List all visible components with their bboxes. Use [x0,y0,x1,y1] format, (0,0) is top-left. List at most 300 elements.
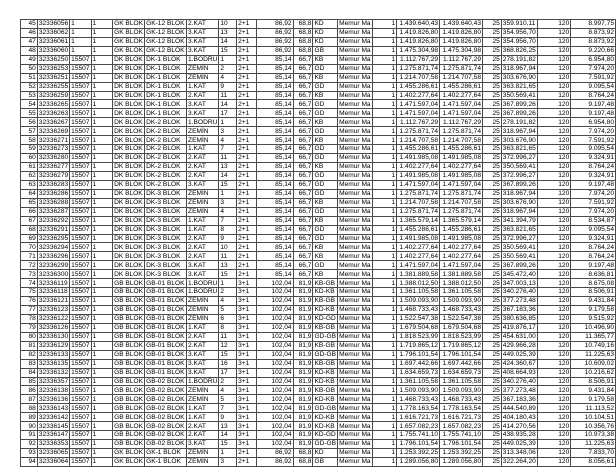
cell-sheet-no[interactable]: 1 [91,145,113,154]
cell-unit-id[interactable]: 32336273 [38,145,69,153]
cell-monthly-installment[interactable]: 7.591,92 [571,198,616,207]
cell-installments[interactable]: 120 [537,314,570,323]
cell-price[interactable]: 1.419.826,80 [397,28,440,37]
cell-installments[interactable]: 120 [537,73,570,82]
cell-installments[interactable]: 120 [537,368,570,377]
cell-monthly-installment[interactable]: 11.365,77 [571,332,616,341]
cell-installments[interactable]: 120 [537,279,570,288]
cell-count[interactable]: 1 [372,323,397,332]
cell-room-type[interactable]: 3+1 [237,422,257,431]
cell-block-group[interactable]: DK BLOK [114,91,143,99]
cell-door-no[interactable]: 9 [219,234,237,243]
cell-down-payment-pct[interactable]: 25 [483,431,502,440]
cell-total-price[interactable]: 1.253.392,25 [440,449,483,458]
cell-count[interactable]: 1 [372,431,397,440]
cell-block-group[interactable]: GB BLOK [114,431,144,439]
cell-price[interactable]: 1.214.707,58 [397,73,440,82]
cell-gross-area[interactable]: 102,04 [256,288,293,297]
cell-price[interactable]: 1.365.579,14 [397,216,440,225]
cell-row-number[interactable]: 89 [21,413,38,422]
cell-unit-id[interactable]: 32336060 [38,47,69,55]
cell-down-payment-pct[interactable]: 25 [483,189,502,198]
cell-monthly-installment[interactable]: 8.764,24 [571,163,616,172]
cell-row-number[interactable]: 67 [21,216,38,225]
cell-net-area[interactable]: 81,9 [293,413,313,422]
cell-facade[interactable]: KB [313,136,338,145]
cell-buyer-type[interactable]: Memur Ma [339,136,371,144]
cell-unit-id[interactable]: 32336263 [38,109,69,117]
cell-price[interactable]: 1.402.277,64 [397,91,440,100]
cell-facade[interactable]: KD [313,449,338,458]
cell-sheet-no[interactable]: 1 [91,279,113,288]
cell-door-no[interactable]: 2 [219,288,237,297]
cell-buyer-type[interactable]: Memur Ma [339,100,371,108]
cell-installments[interactable]: 120 [537,136,570,145]
cell-block-group[interactable]: DK BLOK [114,243,143,251]
cell-block-group[interactable]: DK BLOK [114,208,143,216]
cell-parcel-no[interactable]: 1 [70,28,91,37]
cell-floor[interactable]: 2.KAT [187,171,219,180]
cell-row-number[interactable]: 66 [21,207,38,216]
cell-total-price[interactable]: 1.471.597,04 [440,109,483,118]
cell-count[interactable]: 1 [372,395,397,404]
cell-gross-area[interactable]: 85,14 [256,207,293,216]
cell-monthly-installment[interactable]: 7.591,92 [571,136,616,145]
cell-floor[interactable]: 3.KAT [187,109,219,118]
cell-facade[interactable]: KB [313,55,338,64]
cell-monthly-installment[interactable]: 8.873,92 [571,37,616,46]
cell-installments[interactable]: 120 [537,332,570,341]
cell-room-type[interactable]: 2+1 [237,180,257,189]
cell-door-no[interactable]: 17 [219,109,237,118]
cell-parcel-no[interactable]: 15507 [71,172,90,180]
cell-total-price[interactable]: 1.697.442,66 [440,359,483,368]
cell-sheet-no[interactable]: 1 [91,46,113,55]
cell-facade[interactable]: KB-GB [313,341,338,350]
cell-unit-id[interactable]: 32336121 [38,297,69,305]
cell-gross-area[interactable]: 102,04 [256,279,293,288]
cell-down-payment[interactable]: 303.676,90 [502,199,536,207]
cell-block-group[interactable]: DK BLOK [114,145,143,153]
cell-unit-id[interactable]: 32336279 [38,172,69,180]
cell-block-name[interactable]: DK-3 BLOK [145,234,187,243]
cell-down-payment[interactable]: 377.273,48 [502,386,536,394]
cell-sheet-no[interactable]: 1 [91,189,113,198]
cell-block-name[interactable]: GB-01 BLOK [146,333,185,341]
cell-facade[interactable]: GD [313,207,338,216]
cell-down-payment[interactable]: 367.183,36 [502,306,536,314]
cell-facade[interactable]: KD-GD [314,431,336,439]
cell-block-name[interactable]: GK-12 BLOK [146,47,185,55]
cell-floor[interactable]: 3.KAT [187,440,219,449]
cell-facade[interactable]: KB [313,91,338,100]
cell-net-area[interactable]: 66,7 [293,145,313,154]
cell-down-payment[interactable]: 322.264,20 [502,458,536,466]
cell-installments[interactable]: 120 [537,243,570,252]
cell-total-price[interactable]: 1.471.597,04 [440,180,483,189]
cell-net-area[interactable]: 81,9 [293,422,313,431]
cell-down-payment-pct[interactable]: 25 [483,457,502,466]
cell-door-no[interactable]: 16 [219,359,237,368]
cell-facade[interactable]: KD-GD [314,315,336,323]
cell-total-price[interactable]: 1.361.105,58 [440,288,483,297]
cell-room-type[interactable]: 2+1 [237,73,257,82]
cell-down-payment[interactable]: 318.967,94 [502,208,536,216]
cell-net-area[interactable]: 81,9 [293,395,313,404]
cell-floor[interactable]: ZEMİN [187,306,219,315]
cell-buyer-type[interactable]: Memur Ma [339,216,371,224]
cell-door-no[interactable]: 4 [219,136,237,145]
cell-room-type[interactable]: 2+1 [237,207,257,216]
cell-floor[interactable]: ZEMİN [187,136,219,145]
cell-buyer-type[interactable]: Memur Ma [339,243,371,251]
cell-block-name[interactable]: GB-01 BLOK [146,359,185,367]
cell-door-no[interactable]: 14 [219,171,237,180]
cell-row-number[interactable]: 88 [21,404,38,413]
cell-row-number[interactable]: 92 [21,440,38,449]
cell-down-payment[interactable]: 303.676,90 [502,136,536,144]
cell-row-number[interactable]: 62 [21,171,38,180]
cell-down-payment[interactable]: 278.191,82 [502,118,536,126]
cell-count[interactable]: 1 [372,73,397,82]
cell-unit-id[interactable]: 32336296 [38,252,69,260]
cell-sheet-no[interactable]: 1 [91,332,113,341]
cell-price[interactable]: 1.634.659,73 [397,368,440,377]
cell-installments[interactable]: 120 [537,377,570,386]
cell-total-price[interactable]: 1.468.733,43 [440,395,483,404]
cell-count[interactable]: 1 [372,306,397,315]
cell-row-number[interactable]: 74 [21,279,38,288]
cell-sheet-no[interactable]: 1 [91,243,113,252]
cell-room-type[interactable]: 3+1 [237,306,257,315]
cell-total-price[interactable]: 1.419.826,80 [440,28,483,37]
cell-row-number[interactable]: 65 [21,198,38,207]
cell-price[interactable]: 1.471.597,04 [397,109,440,118]
cell-row-number[interactable]: 49 [21,55,38,64]
cell-parcel-no[interactable]: 15507 [71,145,90,153]
cell-facade[interactable]: KB [313,73,338,82]
cell-block-group[interactable]: DK BLOK [114,65,143,73]
cell-block-name[interactable]: DK-3 BLOK [145,225,187,234]
cell-price[interactable]: 1.468.733,43 [397,306,440,315]
cell-price[interactable]: 1.112.767,29 [397,118,440,127]
cell-down-payment-pct[interactable]: 25 [483,341,502,350]
cell-net-area[interactable]: 81,9 [293,288,313,297]
cell-monthly-installment[interactable]: 9.197,48 [571,100,616,109]
cell-buyer-type[interactable]: Memur Ma [339,56,371,64]
cell-facade[interactable]: KD-KB [313,306,338,315]
cell-block-group[interactable]: DK BLOK [114,252,143,260]
cell-door-no[interactable]: 8 [219,225,237,234]
cell-installments[interactable]: 120 [537,457,570,466]
cell-block-group[interactable]: GB BLOK [114,368,144,376]
cell-net-area[interactable]: 66,7 [293,180,313,189]
cell-down-payment-pct[interactable]: 25 [483,422,502,431]
cell-facade[interactable]: GD [313,145,338,154]
cell-buyer-type[interactable]: Memur Ma [339,449,371,457]
cell-net-area[interactable]: 66,7 [293,109,313,118]
cell-block-group[interactable]: DK BLOK [114,154,143,162]
cell-parcel-no[interactable]: 15507 [71,136,90,144]
cell-unit-id[interactable]: 32336271 [38,136,69,144]
cell-floor[interactable]: 2.KAT [187,163,219,172]
cell-down-payment[interactable]: 345.472,40 [502,270,536,278]
cell-row-number[interactable]: 61 [21,163,38,172]
cell-facade[interactable]: KD-KB [313,395,338,404]
cell-monthly-installment[interactable]: 8.764,24 [571,252,616,261]
cell-sheet-no[interactable]: 1 [91,216,113,225]
cell-door-no[interactable]: 4 [219,386,237,395]
cell-block-name[interactable]: GB-01 BLOK [146,315,185,323]
cell-unit-id[interactable]: 32336122 [38,315,69,323]
cell-count[interactable]: 1 [372,20,397,29]
cell-unit-id[interactable]: 32336277 [38,163,69,171]
cell-sheet-no[interactable]: 1 [91,395,113,404]
cell-facade[interactable]: KD [313,20,338,29]
cell-down-payment[interactable]: 367.899,26 [502,109,536,117]
cell-count[interactable]: 1 [372,154,397,163]
cell-count[interactable]: 1 [372,386,397,395]
cell-buyer-type[interactable]: Memur Ma [339,154,371,162]
cell-down-payment[interactable]: 359.910,11 [502,20,536,28]
cell-gross-area[interactable]: 102,04 [256,306,293,315]
cell-door-no[interactable]: 3 [219,127,237,136]
cell-monthly-installment[interactable]: 7.833,70 [571,449,616,458]
cell-block-name[interactable]: GK-12 BLOK [146,38,185,46]
cell-facade[interactable]: GD-GB [314,351,337,359]
cell-row-number[interactable]: 78 [21,314,38,323]
cell-count[interactable]: 1 [372,207,397,216]
cell-row-number[interactable]: 73 [21,270,38,279]
cell-total-price[interactable]: 1.289.056,80 [440,457,483,466]
cell-block-group[interactable]: GB BLOK [114,279,144,287]
cell-buyer-type[interactable]: Memur Ma [339,306,371,314]
cell-installments[interactable]: 120 [537,82,570,91]
cell-count[interactable]: 1 [372,216,397,225]
cell-room-type[interactable]: 3+1 [237,377,257,386]
cell-block-name[interactable]: GB-02 BLOK [146,377,185,385]
cell-sheet-no[interactable]: 1 [91,234,113,243]
cell-sheet-no[interactable]: 1 [91,136,113,145]
cell-down-payment[interactable]: 377.273,48 [502,297,536,305]
cell-unit-id[interactable]: 32336286 [38,190,69,198]
cell-unit-id[interactable]: 32336267 [38,118,69,126]
cell-block-group[interactable]: DK BLOK [114,199,143,207]
cell-sheet-no[interactable]: 1 [91,252,113,261]
cell-gross-area[interactable]: 102,04 [256,377,293,386]
cell-count[interactable]: 1 [372,341,397,350]
cell-count[interactable]: 1 [372,91,397,100]
cell-total-price[interactable]: 1.419.826,80 [440,37,483,46]
cell-down-payment-pct[interactable]: 25 [483,37,502,46]
cell-parcel-no[interactable]: 15507 [71,315,90,323]
cell-gross-area[interactable]: 86,92 [256,28,293,37]
cell-total-price[interactable]: 1.275.871,74 [440,189,483,198]
cell-net-area[interactable]: 66,7 [293,216,313,225]
cell-parcel-no[interactable]: 15507 [71,404,90,412]
cell-row-number[interactable]: 91 [21,431,38,440]
cell-gross-area[interactable]: 85,14 [256,145,293,154]
cell-floor[interactable]: 3.KAT [187,180,219,189]
cell-block-name[interactable]: DK-2 BLOK [145,163,187,172]
cell-down-payment-pct[interactable]: 25 [483,261,502,270]
cell-block-name[interactable]: DK-1 BLOK [145,91,187,100]
cell-down-payment-pct[interactable]: 25 [483,82,502,91]
cell-parcel-no[interactable]: 15507 [71,181,90,189]
cell-door-no[interactable]: 7 [219,404,237,413]
cell-count[interactable]: 1 [372,145,397,154]
cell-monthly-installment[interactable]: 9.095,54 [571,225,616,234]
cell-buyer-type[interactable]: Memur Ma [339,29,371,37]
cell-block-group[interactable]: DK BLOK [114,73,143,81]
cell-net-area[interactable]: 81,9 [293,440,313,449]
cell-net-area[interactable]: 66,7 [293,100,313,109]
cell-installments[interactable]: 120 [537,180,570,189]
cell-installments[interactable]: 120 [537,288,570,297]
cell-price[interactable]: 1.253.392,25 [397,449,440,458]
cell-parcel-no[interactable]: 15507 [71,359,90,367]
cell-block-name[interactable]: GB-02 BLOK [146,440,185,448]
cell-facade[interactable]: KB [313,163,338,172]
cell-unit-id[interactable]: 32336129 [38,342,69,350]
cell-facade[interactable]: GD [313,82,338,91]
cell-price[interactable]: 1.697.442,66 [397,359,440,368]
cell-total-price[interactable]: 1.112.767,29 [440,55,483,64]
cell-block-group[interactable]: GB BLOK [114,288,144,296]
cell-down-payment[interactable]: 372.996,27 [502,154,536,162]
cell-parcel-no[interactable]: 15507 [71,297,90,305]
cell-floor[interactable]: 1.KAT [187,413,219,422]
cell-down-payment[interactable]: 363.821,65 [502,82,536,90]
cell-total-price[interactable]: 1.796.101,54 [440,440,483,449]
cell-down-payment-pct[interactable]: 25 [483,127,502,136]
cell-gross-area[interactable]: 85,14 [256,64,293,73]
cell-floor[interactable]: 3.KAT [187,270,219,279]
cell-down-payment[interactable]: 347.003,13 [502,279,536,287]
cell-row-number[interactable]: 75 [21,288,38,297]
cell-door-no[interactable]: 6 [219,314,237,323]
cell-monthly-installment[interactable]: 9.179,58 [571,306,616,315]
cell-down-payment-pct[interactable]: 25 [483,413,502,422]
cell-count[interactable]: 1 [372,82,397,91]
cell-buyer-type[interactable]: Memur Ma [339,252,371,260]
cell-parcel-no[interactable]: 15507 [71,73,90,81]
cell-room-type[interactable]: 3+1 [237,395,257,404]
cell-gross-area[interactable]: 102,04 [256,359,293,368]
cell-down-payment[interactable]: 408.664,93 [502,368,536,376]
cell-installments[interactable]: 120 [537,270,570,279]
cell-net-area[interactable]: 66,7 [293,243,313,252]
cell-door-no[interactable]: 11 [219,91,237,100]
cell-door-no[interactable]: 14 [219,100,237,109]
cell-buyer-type[interactable]: Memur Ma [339,91,371,99]
cell-monthly-installment[interactable]: 10.609,02 [571,359,616,368]
cell-monthly-installment[interactable]: 10.356,76 [571,422,616,431]
cell-facade[interactable]: GD [313,234,338,243]
cell-total-price[interactable]: 1.361.105,58 [440,377,483,386]
cell-installments[interactable]: 120 [537,359,570,368]
cell-monthly-installment[interactable]: 9.324,91 [571,234,616,243]
cell-sheet-no[interactable]: 1 [91,449,113,458]
cell-facade[interactable]: KB [313,118,338,127]
cell-door-no[interactable]: 15 [219,440,237,449]
cell-room-type[interactable]: 2+1 [237,163,257,172]
cell-down-payment-pct[interactable]: 25 [483,100,502,109]
cell-gross-area[interactable]: 102,04 [256,323,293,332]
cell-room-type[interactable]: 3+1 [237,314,257,323]
cell-row-number[interactable]: 50 [21,64,38,73]
cell-gross-area[interactable]: 102,04 [256,431,293,440]
cell-monthly-installment[interactable]: 7.974,20 [571,207,616,216]
cell-sheet-no[interactable]: 1 [91,422,113,431]
cell-floor[interactable]: 2.KAT [187,252,219,261]
cell-down-payment-pct[interactable]: 25 [483,109,502,118]
cell-down-payment[interactable]: 350.569,41 [502,243,536,251]
cell-unit-id[interactable]: 32336065 [38,449,69,457]
cell-down-payment-pct[interactable]: 25 [483,314,502,323]
cell-installments[interactable]: 120 [537,449,570,458]
cell-gross-area[interactable]: 85,14 [256,136,293,145]
cell-down-payment[interactable]: 341.394,79 [502,216,536,224]
cell-unit-id[interactable]: 32336062 [38,29,69,37]
cell-room-type[interactable]: 2+1 [237,127,257,136]
cell-buyer-type[interactable]: Memur Ma [339,234,371,242]
cell-total-price[interactable]: 1.275.871,74 [440,127,483,136]
cell-floor[interactable]: ZEMİN [187,386,219,395]
cell-row-number[interactable]: 53 [21,91,38,100]
cell-floor[interactable]: ZEMİN [187,64,219,73]
cell-block-group[interactable]: DK BLOK [114,261,143,269]
cell-net-area[interactable]: 81,9 [293,314,313,323]
cell-parcel-no[interactable]: 15507 [71,225,90,233]
cell-room-type[interactable]: 3+1 [237,279,257,288]
cell-parcel-no[interactable]: 15507 [71,261,90,269]
cell-sheet-no[interactable]: 1 [91,368,113,377]
cell-block-group[interactable]: GB BLOK [114,440,144,448]
cell-facade[interactable]: GD [313,171,338,180]
cell-sheet-no[interactable]: 1 [91,180,113,189]
cell-down-payment-pct[interactable]: 25 [483,234,502,243]
cell-unit-id[interactable]: 32336126 [38,324,69,332]
cell-down-payment-pct[interactable]: 25 [483,288,502,297]
cell-door-no[interactable]: 3 [219,457,237,466]
cell-total-price[interactable]: 1.455.286,61 [440,145,483,154]
cell-price[interactable]: 1.402.277,64 [397,243,440,252]
cell-block-name[interactable]: DK-3 BLOK [145,261,187,270]
cell-sheet-no[interactable]: 1 [91,198,113,207]
cell-block-group[interactable]: DK BLOK [114,270,143,278]
cell-total-price[interactable]: 1.275.871,74 [440,207,483,216]
cell-unit-id[interactable]: 32336136 [38,395,69,403]
cell-count[interactable]: 1 [372,449,397,458]
cell-count[interactable]: 1 [372,297,397,306]
cell-total-price[interactable]: 1.455.286,61 [440,225,483,234]
cell-down-payment[interactable]: 424.360,67 [502,359,536,367]
cell-price[interactable]: 1.471.597,04 [397,100,440,109]
cell-net-area[interactable]: 66,7 [293,64,313,73]
cell-row-number[interactable]: 48 [21,46,38,55]
cell-door-no[interactable]: 11 [219,252,237,261]
cell-buyer-type[interactable]: Memur Ma [339,458,371,466]
cell-row-number[interactable]: 59 [21,145,38,154]
cell-total-price[interactable]: 1.509.093,90 [440,386,483,395]
cell-parcel-no[interactable]: 15507 [71,100,90,108]
cell-price[interactable]: 1.719.865,12 [397,341,440,350]
cell-gross-area[interactable]: 85,14 [256,91,293,100]
cell-down-payment-pct[interactable]: 25 [483,20,502,29]
cell-installments[interactable]: 120 [537,100,570,109]
cell-net-area[interactable]: 81,9 [293,386,313,395]
